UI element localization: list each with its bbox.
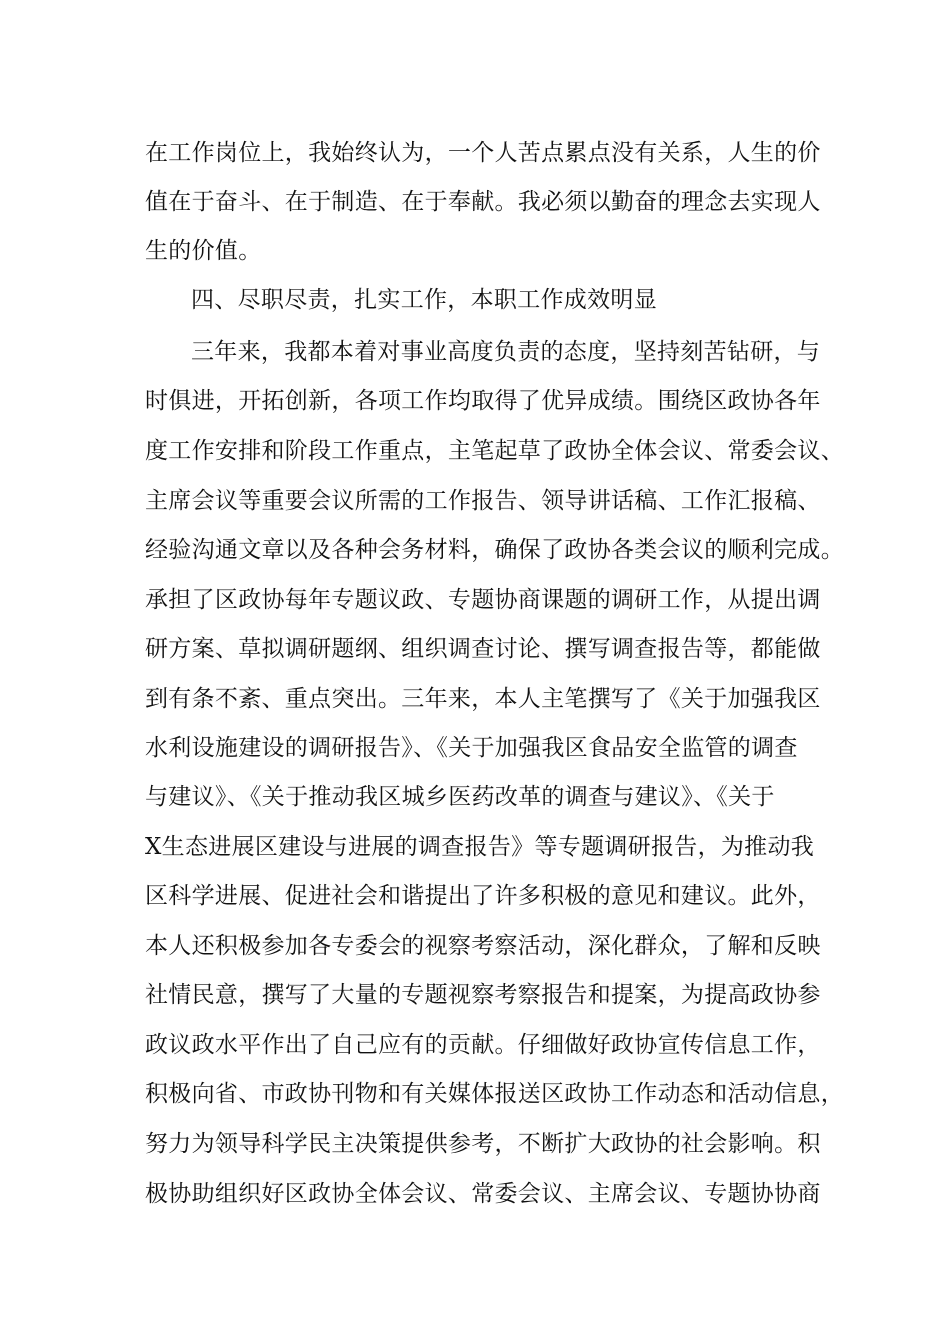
text-line: 政议政水平作出了自己应有的贡献。仔细做好政协宣传信息工作， xyxy=(145,1032,821,1058)
text-line: 经验沟通文章以及各种会务材料，确保了政协各类会议的顺利完成。 xyxy=(145,537,844,563)
text-line: 时俱进，开拓创新，各项工作均取得了优异成绩。围绕区政协各年 xyxy=(145,388,821,414)
section-heading: 四、尽职尽责，扎实工作，本职工作成效明显 xyxy=(191,287,657,313)
text-line: 度工作安排和阶段工作重点，主笔起草了政协全体会议、常委会议、 xyxy=(145,438,844,464)
text-line: 努力为领导科学民主决策提供参考，不断扩大政协的社会影响。积 xyxy=(145,1131,821,1157)
text-line: 极协助组织好区政协全体会议、常委会议、主席会议、专题协协商 xyxy=(145,1181,821,1207)
text-line: 与建议》、《关于推动我区城乡医药改革的调查与建议》、《关于 xyxy=(145,784,775,810)
text-line: 生的价值。 xyxy=(145,238,262,264)
text-line: 值在于奋斗、在于制造、在于奉献。我必须以勤奋的理念去实现人 xyxy=(145,189,821,215)
text-line: 区科学进展、促进社会和谐提出了许多积极的意见和建议。此外， xyxy=(145,883,821,909)
text-line: 主席会议等重要会议所需的工作报告、领导讲话稿、工作汇报稿、 xyxy=(145,488,821,514)
text-line: 在工作岗位上，我始终认为，一个人苦点累点没有关系，人生的价 xyxy=(145,140,821,166)
text-line: 水利设施建设的调研报告》、《关于加强我区食品安全监管的调查 xyxy=(145,735,798,761)
text-line: 研方案、草拟调研题纲、组织调查讨论、撰写调查报告等，都能做 xyxy=(145,636,821,662)
text-line: 本人还积极参加各专委会的视察考察活动，深化群众，了解和反映 xyxy=(145,933,821,959)
text-line: X生态进展区建设与进展的调查报告》等专题调研报告，为推动我 xyxy=(145,834,815,860)
text-line: 积极向省、市政协刊物和有关媒体报送区政协工作动态和活动信息， xyxy=(145,1081,844,1107)
text-line: 社情民意，撰写了大量的专题视察考察报告和提案，为提高政协参 xyxy=(145,982,821,1008)
text-line: 到有条不紊、重点突出。三年来，本人主笔撰写了《关于加强我区 xyxy=(145,686,821,712)
text-line: 承担了区政协每年专题议政、专题协商课题的调研工作，从提出调 xyxy=(145,587,821,613)
text-line: 三年来，我都本着对事业高度负责的态度，坚持刻苦钻研，与 xyxy=(191,339,821,365)
